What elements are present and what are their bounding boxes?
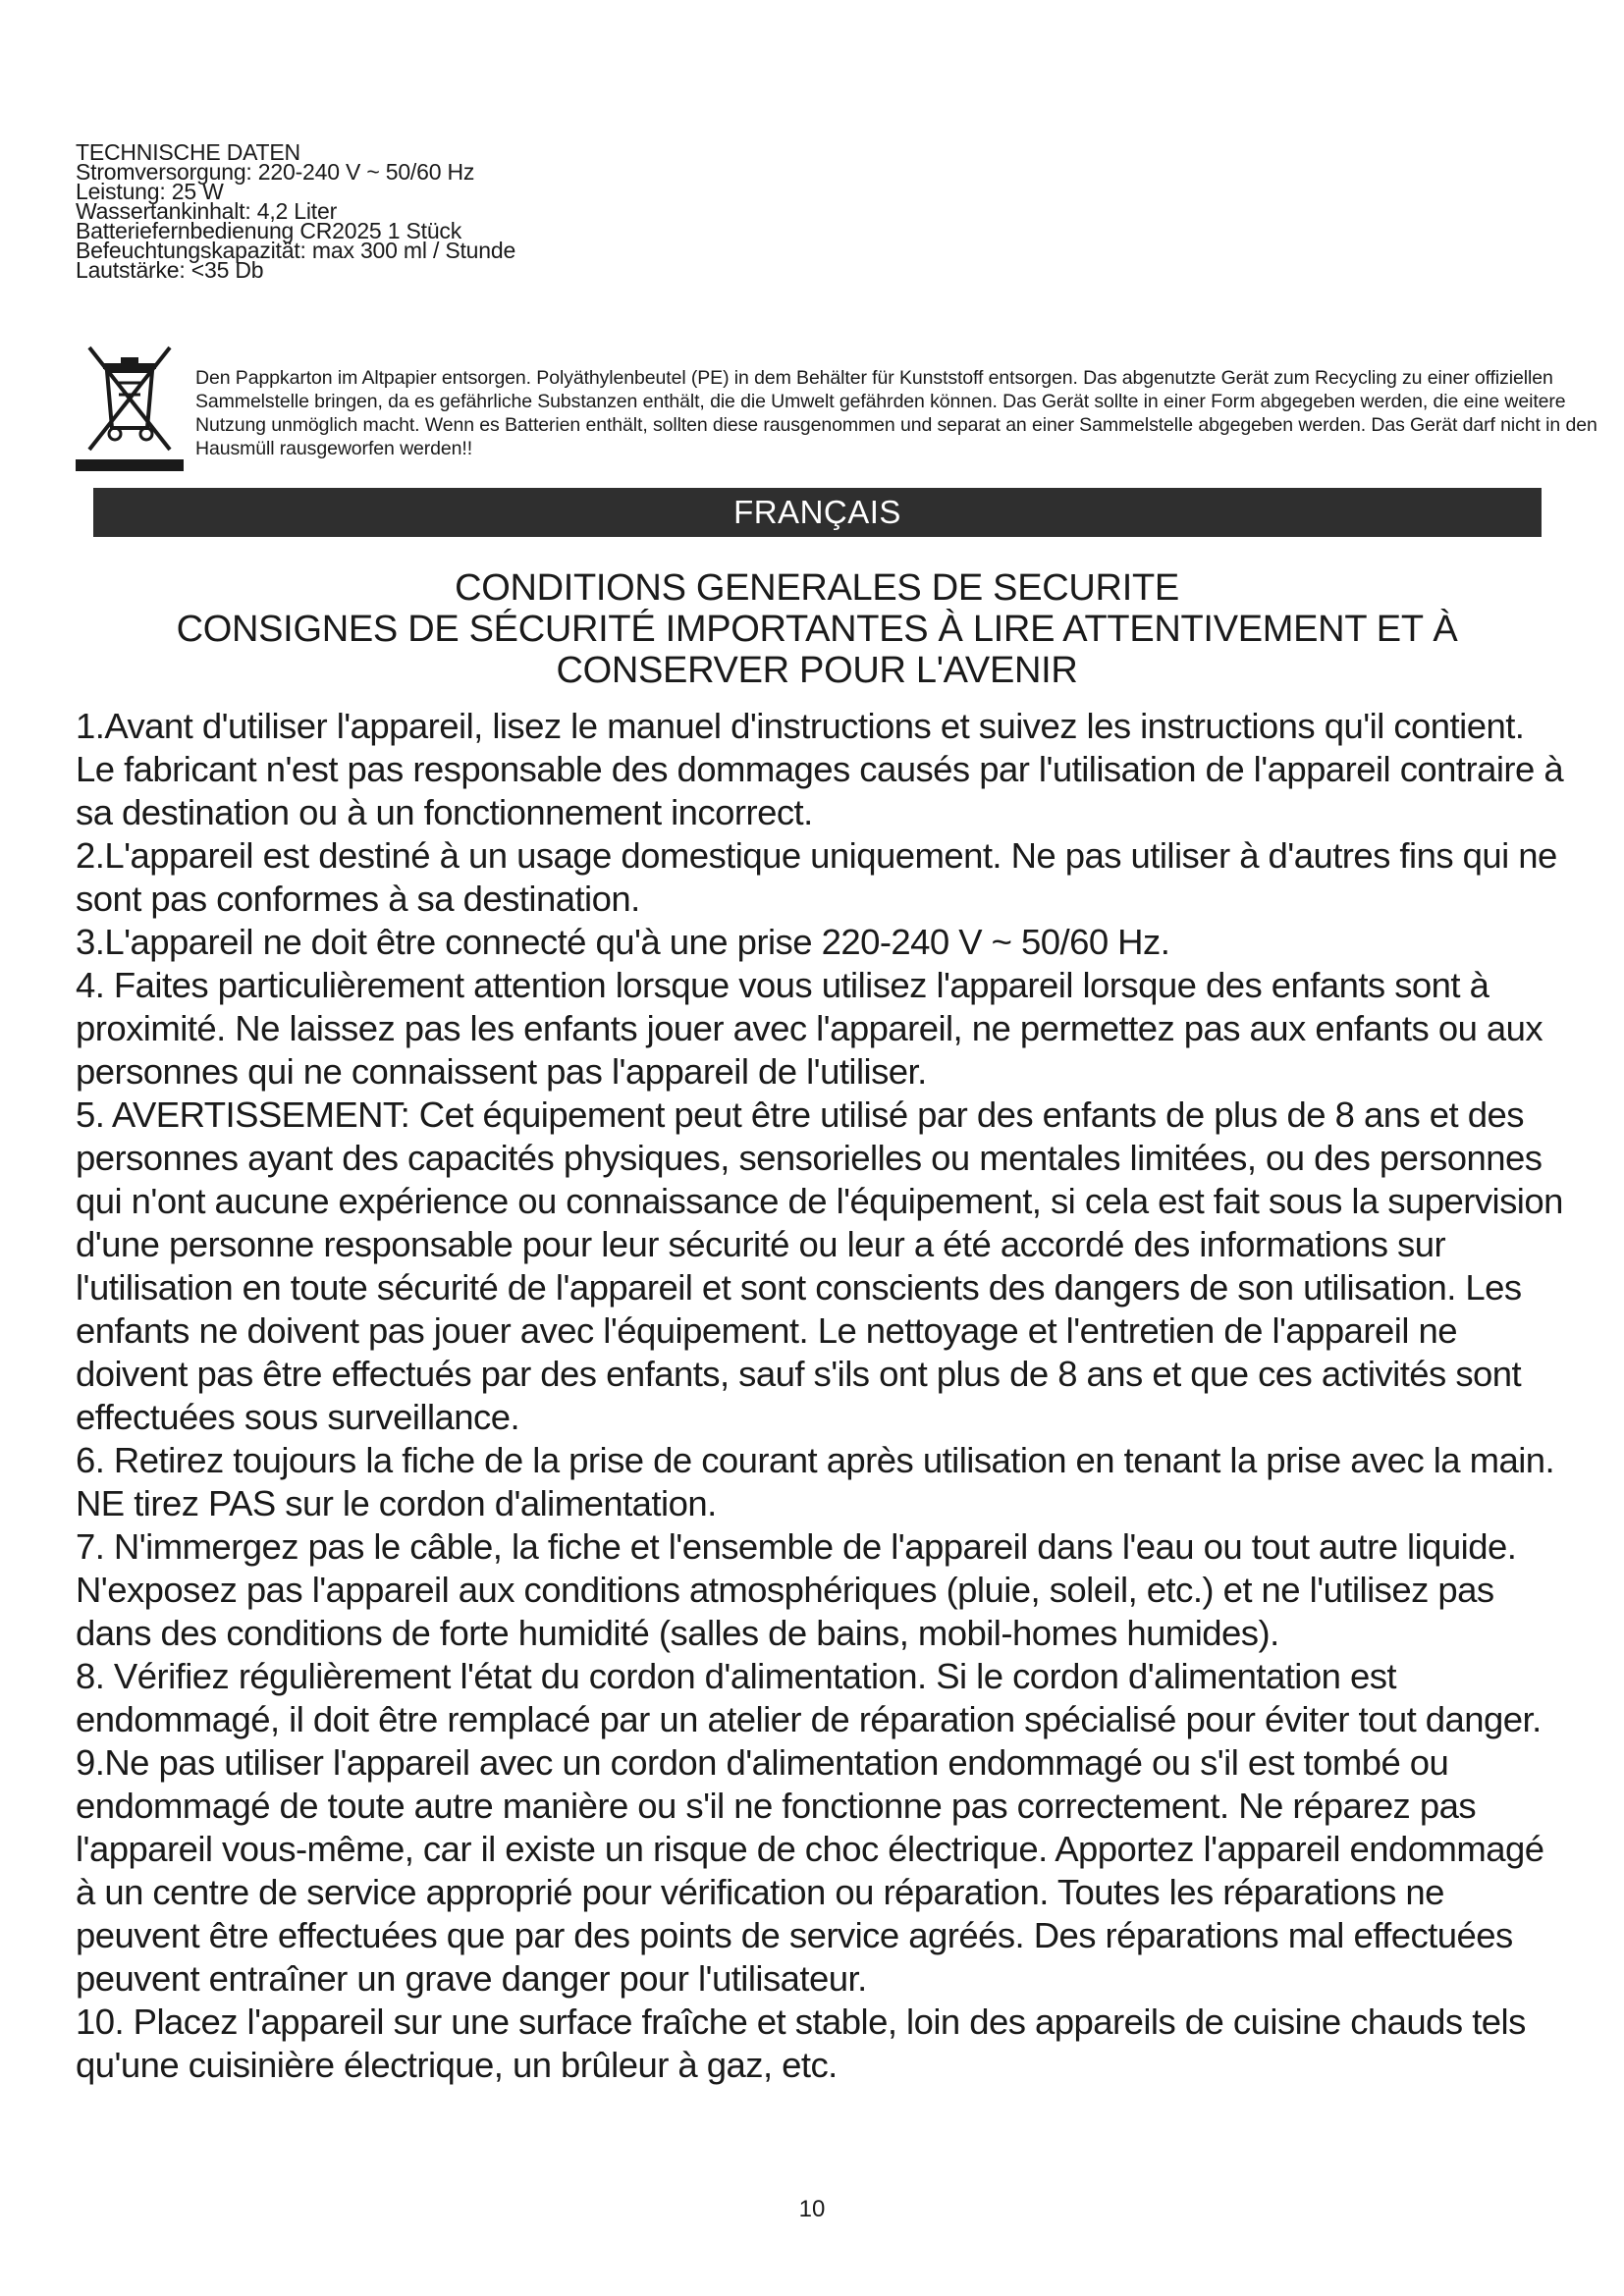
weee-crossed-bin-icon	[76, 334, 184, 471]
technical-data-line: Wassertankinhalt: 4,2 Liter	[76, 198, 338, 224]
title-line: CONSIGNES DE SÉCURITÉ IMPORTANTES À LIRE ATTENTIVEMENT ET À	[176, 609, 1458, 650]
instruction-paragraph: 5. AVERTISSEMENT: Cet équipement peut être utilisé par des enfants de plus de 8 ans et des personnes ayant des capacités physiques, sensorielles ou mentales limitées, ou des personnes qui n'ont aucune expérience ou connaissance de l'équipement, si cela est fait sous la supervision d'une personne responsable pour leur sécurité ou leur a été accordé des informations sur l'utilisation en toute sécurité de l'appareil et sont conscients des dangers de son utilisation. Les enfants ne doivent pas jouer avec l'équipement. Le nettoyage et l'entretien de l'appareil ne doivent pas être effectués par des enfants, sauf s'ils ont plus de 8 ans et que ces activités sont effectuées sous surveillance.	[76, 1095, 1563, 1437]
instruction-paragraph: 8. Vérifiez régulièrement l'état du cordon d'alimentation. Si le cordon d'alimentation est endommagé, il doit être remplacé par un atelier de réparation spécialisé pour éviter tout danger.	[76, 1656, 1542, 1739]
instruction-paragraph: 6. Retirez toujours la fiche de la prise de courant après utilisation en tenant la prise avec la main. NE tirez PAS sur le cordon d'alimentation.	[76, 1440, 1555, 1523]
instruction-paragraph: 2.L'appareil est destiné à un usage domestique uniquement. Ne pas utiliser à d'autres fins qui ne sont pas conformes à sa destination.	[76, 835, 1557, 919]
instruction-paragraph: 3.L'appareil ne doit être connecté qu'à une prise 220-240 V ~ 50/60 Hz.	[76, 922, 1170, 962]
recycling-notice	[76, 334, 1597, 471]
instruction-paragraph: 10. Placez l'appareil sur une surface fraîche et stable, loin des appareils de cuisine chauds tels qu'une cuisinière électrique, un brûleur à gaz, etc.	[76, 2002, 1526, 2085]
technical-data-line: Batteriefernbedienung CR2025 1 Stück	[76, 218, 462, 243]
title-line: CONSERVER POUR L'AVENIR	[556, 650, 1078, 691]
language-banner: FRANÇAIS	[93, 488, 1542, 537]
technical-data	[76, 139, 516, 283]
technical-data-line: Lautstärke: <35 Db	[76, 257, 264, 283]
technical-data-heading: TECHNISCHE DATEN	[76, 139, 300, 165]
recycling-text: Den Pappkarton im Altpapier entsorgen. Polyäthylenbeutel (PE) in dem Behälter für Kunststoff entsorgen. Das abgenutzte Gerät zum Recycling zu einer offiziellen Sammelstelle bringen, da es gefährliche Substanzen enthält, die die Umwelt gefährden können. Das Gerät sollte in einer Form abgegeben werden, die eine weitere Nutzung unmöglich macht. Wenn es Batterien enthält, sollten diese rausgenommen und separat an einer Sammelstelle abgegeben werden. Das Gerät darf nicht in den Hausmüll rausgeworfen werden!!	[195, 367, 1597, 459]
technical-data-line: Stromversorgung: 220-240 V ~ 50/60 Hz	[76, 159, 475, 185]
title-line: CONDITIONS GENERALES DE SECURITE	[455, 567, 1179, 609]
page-number: 10	[798, 2196, 826, 2222]
safety-titles	[76, 567, 1558, 691]
instruction-paragraph: 7. N'immergez pas le câble, la fiche et l'ensemble de l'appareil dans l'eau ou tout autre liquide. N'exposez pas l'appareil aux conditions atmosphériques (pluie, soleil, etc.) et ne l'utilisez pas dans des conditions de forte humidité (salles de bains, mobil-homes humides).	[76, 1526, 1517, 1653]
safety-instructions	[76, 705, 1568, 2087]
technical-data-line: Leistung: 25 W	[76, 179, 224, 204]
technical-data-line: Befeuchtungskapazität: max 300 ml / Stunde	[76, 238, 516, 263]
instruction-paragraph: 9.Ne pas utiliser l'appareil avec un cordon d'alimentation endommagé ou s'il est tombé ou endommagé de toute autre manière ou s'il ne fonctionne pas correctement. Ne réparez pas l'appareil vous-même, car il existe un risque de choc électrique. Apportez l'appareil endommagé à un centre de service approprié pour vérification ou réparation. Toutes les réparations ne peuvent être effectuées que par des points de service agréés. Des réparations mal effectuées peuvent entraîner un grave danger pour l'utilisateur.	[76, 1742, 1544, 1999]
instruction-paragraph: 4. Faites particulièrement attention lorsque vous utilisez l'appareil lorsque des enfants sont à proximité. Ne laissez pas les enfants jouer avec l'appareil, ne permettez pas aux enfants ou aux personnes qui ne connaissent pas l'appareil de l'utiliser.	[76, 965, 1543, 1092]
instruction-paragraph: 1.Avant d'utiliser l'appareil, lisez le manuel d'instructions et suivez les instructions qu'il contient. Le fabricant n'est pas responsable des dommages causés par l'utilisation de l'appareil contraire à sa destination ou à un fonctionnement incorrect.	[76, 706, 1564, 832]
